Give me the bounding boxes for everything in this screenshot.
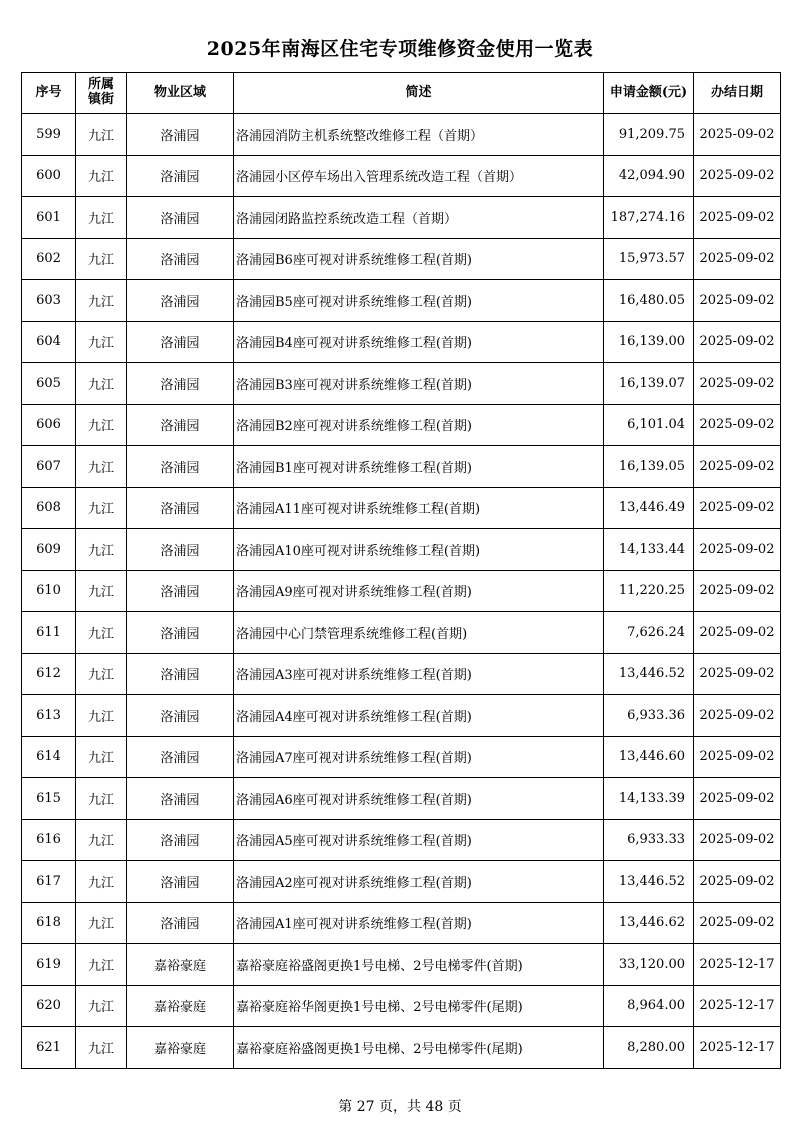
cell-index: 612	[22, 653, 76, 695]
cell-amount: 91,209.75	[604, 114, 694, 156]
cell-description: 洛浦园B5座可视对讲系统维修工程(首期)	[234, 280, 604, 322]
table-row	[22, 404, 781, 446]
cell-amount: 13,446.62	[604, 902, 694, 944]
cell-property-area: 嘉裕豪庭	[127, 1027, 234, 1069]
table-row	[22, 155, 781, 197]
table-row	[22, 653, 781, 695]
cell-completion-date: 2025-09-02	[694, 114, 781, 156]
table-row	[22, 944, 781, 986]
cell-completion-date: 2025-09-02	[694, 529, 781, 571]
cell-amount: 16,139.00	[604, 321, 694, 363]
cell-completion-date: 2025-09-02	[694, 487, 781, 529]
cell-completion-date: 2025-09-02	[694, 861, 781, 903]
cell-town: 九江	[76, 570, 127, 612]
cell-town: 九江	[76, 819, 127, 861]
cell-index: 600	[22, 155, 76, 197]
header-index: 序号	[22, 73, 76, 114]
cell-amount: 7,626.24	[604, 612, 694, 654]
cell-index: 621	[22, 1027, 76, 1069]
cell-index: 610	[22, 570, 76, 612]
cell-town: 九江	[76, 155, 127, 197]
cell-description: 洛浦园闭路监控系统改造工程（首期）	[234, 197, 604, 239]
cell-description: 洛浦园A2座可视对讲系统维修工程(首期)	[234, 861, 604, 903]
header-description: 简述	[234, 73, 604, 114]
funds-table	[21, 72, 781, 1069]
cell-completion-date: 2025-09-02	[694, 653, 781, 695]
table-row	[22, 819, 781, 861]
cell-amount: 15,973.57	[604, 238, 694, 280]
cell-amount: 13,446.52	[604, 861, 694, 903]
cell-amount: 16,139.07	[604, 363, 694, 405]
table-row	[22, 321, 781, 363]
table-row	[22, 612, 781, 654]
cell-amount: 13,446.52	[604, 653, 694, 695]
cell-property-area: 洛浦园	[127, 321, 234, 363]
cell-property-area: 洛浦园	[127, 363, 234, 405]
table-row	[22, 570, 781, 612]
cell-amount: 16,480.05	[604, 280, 694, 322]
cell-completion-date: 2025-09-02	[694, 280, 781, 322]
cell-completion-date: 2025-09-02	[694, 902, 781, 944]
cell-completion-date: 2025-12-17	[694, 1027, 781, 1069]
cell-index: 607	[22, 446, 76, 488]
header-completion-date: 办结日期	[694, 73, 781, 114]
table-body	[22, 114, 781, 1069]
page-footer: 第 27 页，共 48 页	[338, 1099, 462, 1115]
header-town: 所属 镇街	[76, 73, 127, 114]
cell-completion-date: 2025-09-02	[694, 736, 781, 778]
cell-amount: 8,964.00	[604, 985, 694, 1027]
cell-completion-date: 2025-09-02	[694, 404, 781, 446]
cell-town: 九江	[76, 1027, 127, 1069]
cell-town: 九江	[76, 529, 127, 571]
cell-town: 九江	[76, 238, 127, 280]
cell-property-area: 洛浦园	[127, 280, 234, 322]
cell-completion-date: 2025-09-02	[694, 570, 781, 612]
cell-index: 609	[22, 529, 76, 571]
cell-completion-date: 2025-12-17	[694, 985, 781, 1027]
cell-description: 洛浦园A3座可视对讲系统维修工程(首期)	[234, 653, 604, 695]
cell-description: 洛浦园中心门禁管理系统维修工程(首期)	[234, 612, 604, 654]
cell-index: 616	[22, 819, 76, 861]
table-row	[22, 280, 781, 322]
cell-property-area: 洛浦园	[127, 404, 234, 446]
cell-town: 九江	[76, 778, 127, 820]
cell-amount: 11,220.25	[604, 570, 694, 612]
cell-index: 605	[22, 363, 76, 405]
cell-town: 九江	[76, 197, 127, 239]
cell-town: 九江	[76, 902, 127, 944]
cell-description: 洛浦园A6座可视对讲系统维修工程(首期)	[234, 778, 604, 820]
table-row	[22, 902, 781, 944]
table-row	[22, 114, 781, 156]
cell-property-area: 洛浦园	[127, 819, 234, 861]
table-row	[22, 363, 781, 405]
cell-amount: 13,446.49	[604, 487, 694, 529]
table-row	[22, 736, 781, 778]
cell-property-area: 洛浦园	[127, 529, 234, 571]
cell-property-area: 洛浦园	[127, 197, 234, 239]
cell-property-area: 洛浦园	[127, 861, 234, 903]
cell-index: 615	[22, 778, 76, 820]
cell-index: 617	[22, 861, 76, 903]
cell-amount: 14,133.44	[604, 529, 694, 571]
cell-description: 洛浦园B3座可视对讲系统维修工程(首期)	[234, 363, 604, 405]
page-title: 2025年南海区住宅专项维修资金使用一览表	[206, 38, 594, 60]
cell-index: 606	[22, 404, 76, 446]
cell-description: 洛浦园A10座可视对讲系统维修工程(首期)	[234, 529, 604, 571]
cell-amount: 16,139.05	[604, 446, 694, 488]
table-row	[22, 695, 781, 737]
cell-property-area: 洛浦园	[127, 695, 234, 737]
cell-property-area: 洛浦园	[127, 653, 234, 695]
table-row	[22, 197, 781, 239]
table-row	[22, 529, 781, 571]
cell-town: 九江	[76, 487, 127, 529]
cell-description: 洛浦园A5座可视对讲系统维修工程(首期)	[234, 819, 604, 861]
cell-index: 614	[22, 736, 76, 778]
cell-completion-date: 2025-09-02	[694, 612, 781, 654]
cell-amount: 14,133.39	[604, 778, 694, 820]
cell-description: 洛浦园B6座可视对讲系统维修工程(首期)	[234, 238, 604, 280]
cell-amount: 6,933.33	[604, 819, 694, 861]
cell-completion-date: 2025-09-02	[694, 197, 781, 239]
cell-index: 599	[22, 114, 76, 156]
cell-town: 九江	[76, 653, 127, 695]
cell-completion-date: 2025-09-02	[694, 155, 781, 197]
cell-amount: 8,280.00	[604, 1027, 694, 1069]
table-row	[22, 487, 781, 529]
cell-town: 九江	[76, 280, 127, 322]
cell-index: 613	[22, 695, 76, 737]
cell-index: 611	[22, 612, 76, 654]
cell-town: 九江	[76, 861, 127, 903]
cell-property-area: 洛浦园	[127, 238, 234, 280]
header-property-area: 物业区域	[127, 73, 234, 114]
cell-property-area: 洛浦园	[127, 487, 234, 529]
cell-property-area: 嘉裕豪庭	[127, 985, 234, 1027]
cell-description: 洛浦园消防主机系统整改维修工程（首期）	[234, 114, 604, 156]
cell-amount: 187,274.16	[604, 197, 694, 239]
cell-description: 洛浦园B4座可视对讲系统维修工程(首期)	[234, 321, 604, 363]
cell-completion-date: 2025-12-17	[694, 944, 781, 986]
cell-index: 602	[22, 238, 76, 280]
cell-description: 嘉裕豪庭裕盛阁更换1号电梯、2号电梯零件(首期)	[234, 944, 604, 986]
cell-completion-date: 2025-09-02	[694, 778, 781, 820]
cell-index: 604	[22, 321, 76, 363]
table-row	[22, 238, 781, 280]
table-row	[22, 778, 781, 820]
cell-property-area: 洛浦园	[127, 570, 234, 612]
cell-description: 洛浦园小区停车场出入管理系统改造工程（首期）	[234, 155, 604, 197]
cell-town: 九江	[76, 363, 127, 405]
cell-amount: 6,933.36	[604, 695, 694, 737]
cell-completion-date: 2025-09-02	[694, 695, 781, 737]
cell-property-area: 洛浦园	[127, 155, 234, 197]
table-row	[22, 1027, 781, 1069]
cell-town: 九江	[76, 446, 127, 488]
cell-property-area: 嘉裕豪庭	[127, 944, 234, 986]
cell-description: 洛浦园A9座可视对讲系统维修工程(首期)	[234, 570, 604, 612]
cell-index: 608	[22, 487, 76, 529]
cell-index: 603	[22, 280, 76, 322]
table-row	[22, 861, 781, 903]
cell-town: 九江	[76, 612, 127, 654]
cell-description: 洛浦园B1座可视对讲系统维修工程(首期)	[234, 446, 604, 488]
cell-description: 洛浦园A4座可视对讲系统维修工程(首期)	[234, 695, 604, 737]
cell-property-area: 洛浦园	[127, 902, 234, 944]
cell-description: 洛浦园A11座可视对讲系统维修工程(首期)	[234, 487, 604, 529]
cell-town: 九江	[76, 321, 127, 363]
cell-property-area: 洛浦园	[127, 446, 234, 488]
cell-amount: 33,120.00	[604, 944, 694, 986]
cell-town: 九江	[76, 404, 127, 446]
cell-town: 九江	[76, 985, 127, 1027]
cell-index: 620	[22, 985, 76, 1027]
cell-property-area: 洛浦园	[127, 612, 234, 654]
cell-completion-date: 2025-09-02	[694, 321, 781, 363]
cell-description: 洛浦园B2座可视对讲系统维修工程(首期)	[234, 404, 604, 446]
cell-description: 洛浦园A7座可视对讲系统维修工程(首期)	[234, 736, 604, 778]
cell-completion-date: 2025-09-02	[694, 446, 781, 488]
cell-amount: 42,094.90	[604, 155, 694, 197]
cell-town: 九江	[76, 695, 127, 737]
table-row	[22, 446, 781, 488]
cell-completion-date: 2025-09-02	[694, 363, 781, 405]
cell-property-area: 洛浦园	[127, 778, 234, 820]
cell-property-area: 洛浦园	[127, 114, 234, 156]
cell-town: 九江	[76, 736, 127, 778]
cell-completion-date: 2025-09-02	[694, 819, 781, 861]
header-row	[22, 73, 781, 114]
cell-town: 九江	[76, 114, 127, 156]
cell-index: 601	[22, 197, 76, 239]
cell-description: 洛浦园A1座可视对讲系统维修工程(首期)	[234, 902, 604, 944]
cell-amount: 13,446.60	[604, 736, 694, 778]
cell-index: 618	[22, 902, 76, 944]
table-row	[22, 985, 781, 1027]
cell-town: 九江	[76, 944, 127, 986]
cell-amount: 6,101.04	[604, 404, 694, 446]
cell-description: 嘉裕豪庭裕盛阁更换1号电梯、2号电梯零件(尾期)	[234, 1027, 604, 1069]
cell-property-area: 洛浦园	[127, 736, 234, 778]
cell-completion-date: 2025-09-02	[694, 238, 781, 280]
cell-index: 619	[22, 944, 76, 986]
cell-description: 嘉裕豪庭裕华阁更换1号电梯、2号电梯零件(尾期)	[234, 985, 604, 1027]
header-amount: 申请金额(元)	[604, 73, 694, 114]
